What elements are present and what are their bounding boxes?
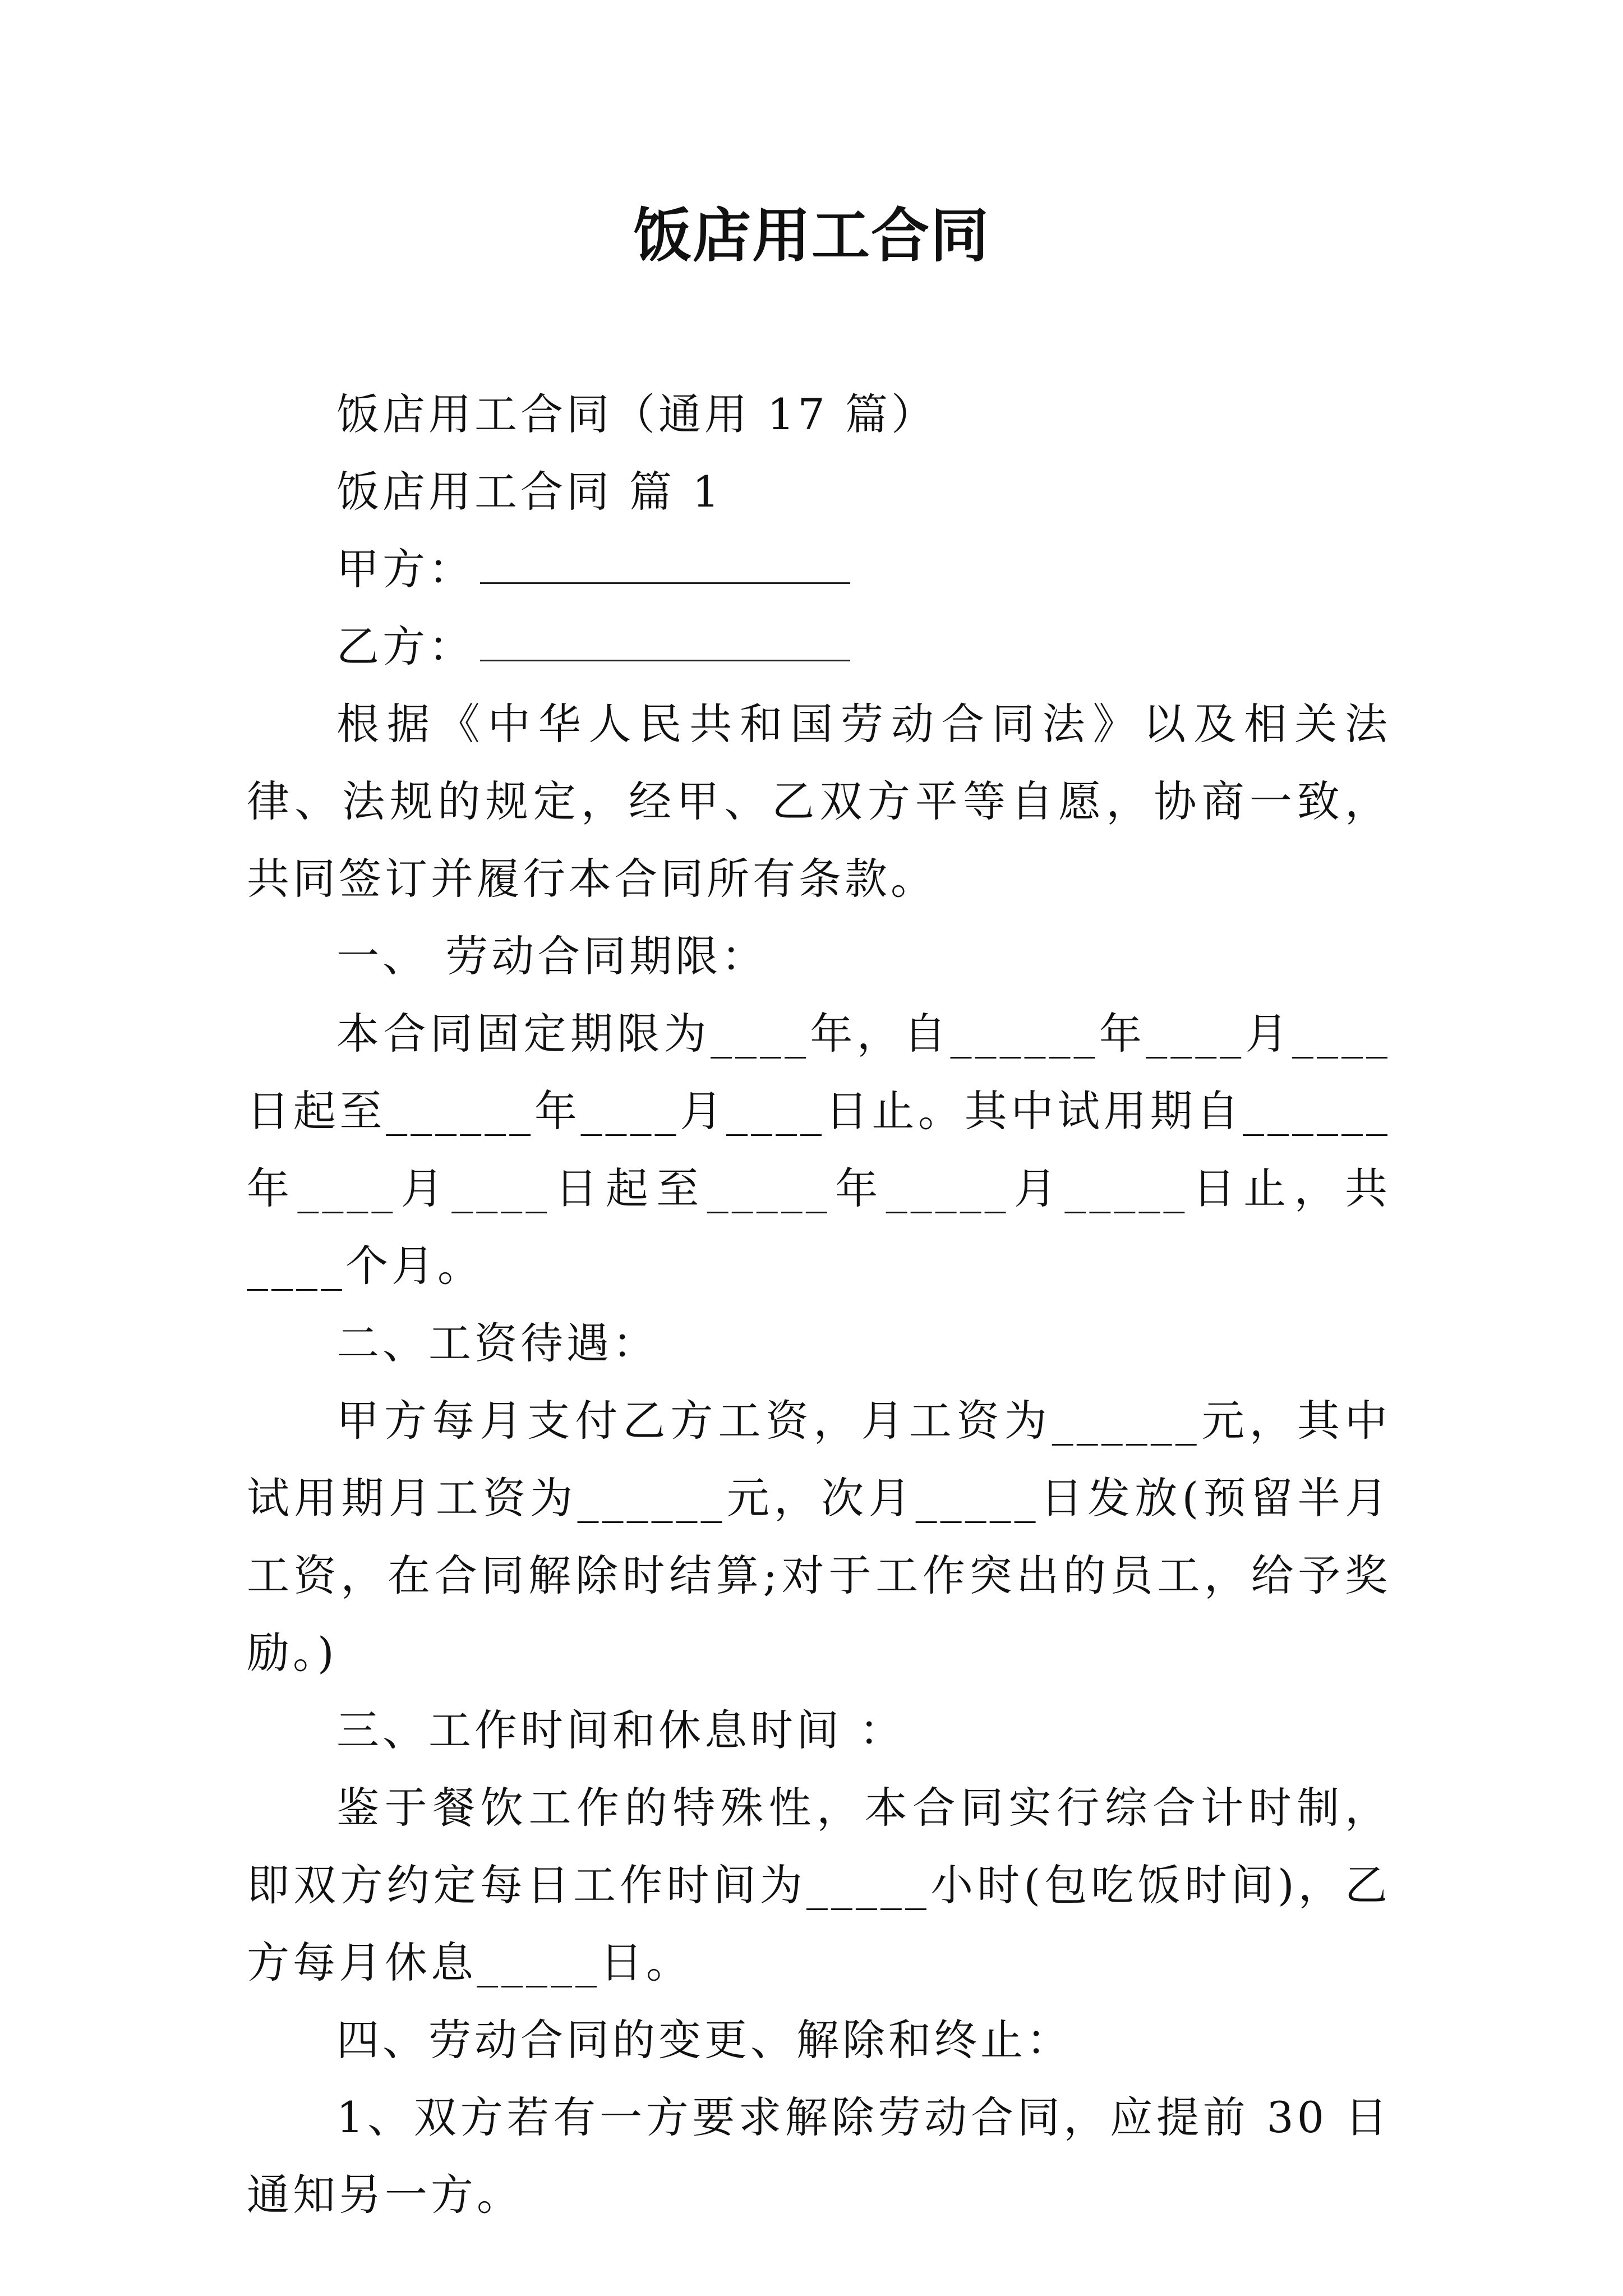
paragraph-intro: 根据《中华人民共和国劳动合同法》以及相关法律、法规的规定，经甲、乙双方平等自愿，协商一致，共同签订并履行本合同所有条款。 xyxy=(247,699,1391,904)
paragraph-contract-term: 本合同固定期限为____年，自______年____月____日起至______年____月____日止。其中试用期自______年____月____日起至_____年_____月_____日止，共____个月。 xyxy=(247,1009,1391,1291)
section-heading: 饭店用工合同 篇 1 xyxy=(336,467,723,517)
heading-working-hours: 三、工作时间和休息时间 ： xyxy=(336,1705,906,1755)
party-b-line xyxy=(247,608,1391,685)
party-b-blank xyxy=(480,626,850,661)
heading-wages: 二、工资待遇： xyxy=(336,1318,658,1368)
heading-contract-term: 一、 劳动合同期限： xyxy=(336,931,768,981)
party-b-label: 乙方： xyxy=(336,622,474,671)
party-a-blank xyxy=(480,549,850,584)
document-subtitle: 饭店用工合同（通用 17 篇） xyxy=(336,389,938,439)
document-body xyxy=(247,376,1391,2234)
document-title: 饭店用工合同 xyxy=(633,201,990,270)
party-a-label: 甲方： xyxy=(336,544,474,594)
paragraph-wages: 甲方每月支付乙方工资，月工资为______元，其中试用期月工资为______元，次月_____日发放(预留半月工资，在合同解除时结算;对于工作突出的员工，给予奖励。) xyxy=(247,1396,1391,1678)
heading-termination: 四、劳动合同的变更、解除和终止： xyxy=(336,2015,1072,2065)
party-a-line xyxy=(247,531,1391,608)
paragraph-termination-1: 1、双方若有一方要求解除劳动合同，应提前 30 日通知另一方。 xyxy=(247,2092,1391,2220)
paragraph-working-hours: 鉴于餐饮工作的特殊性，本合同实行综合计时制，即双方约定每日工作时间为_____小时(包吃饭时间)，乙方每月休息_____日。 xyxy=(247,1783,1391,1987)
